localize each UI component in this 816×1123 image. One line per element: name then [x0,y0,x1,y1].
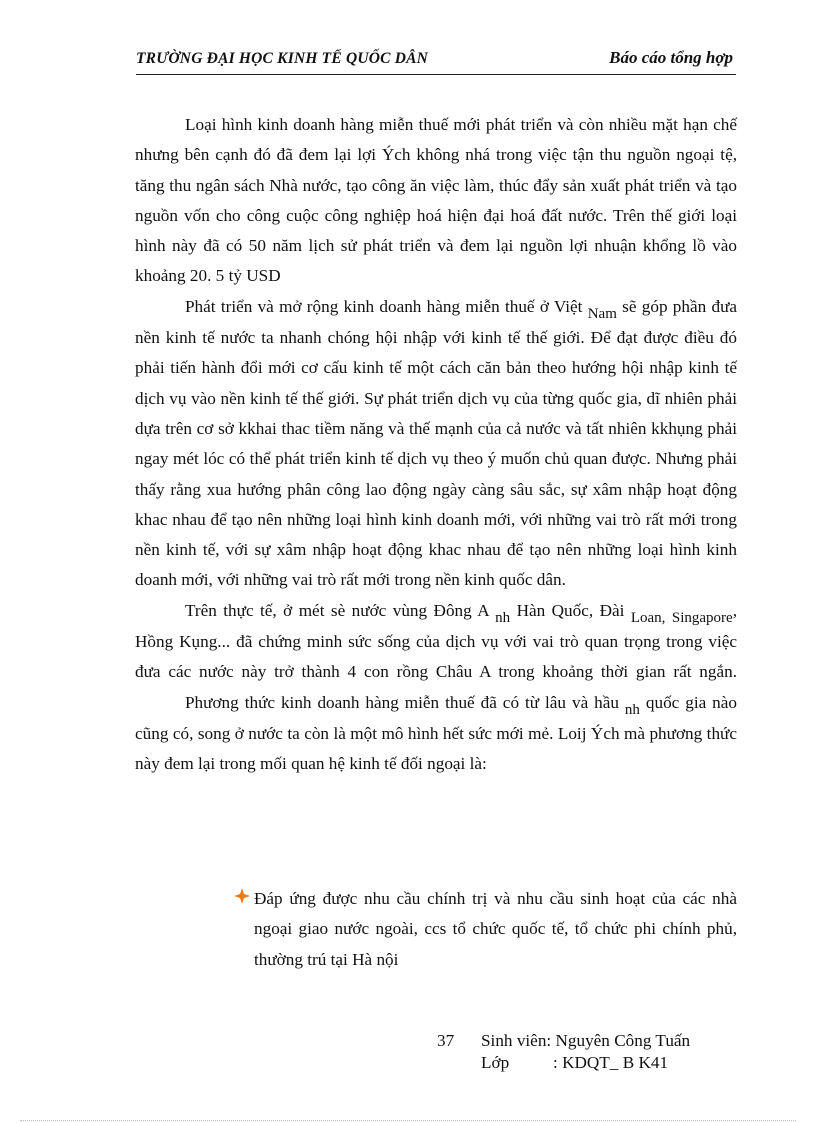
header-report-title: Báo cáo tổng hợp [609,48,733,67]
paragraph-3-text-c: , Hồng Kụng... đã chứng minh sức sống của dịch vụ với vai trò quan trọng trong việc đưa các nước này trở thành 4 con rồng Châu A trong khoảng thời gian rất ngắn. [135,600,737,682]
paragraph-2-text-a: Phát triển và mở rộng kinh doanh hàng miễn thuế ở Việt [185,296,583,316]
paragraph-3-text-a: Trên thực tế, ở mét sè nước vùng Đông A [185,600,489,620]
paragraph-3 [135,596,737,688]
student-name-line: Sinh viên: Nguyên Công Tuấn [481,1031,691,1050]
paragraph-3-text-b: Hàn Quốc, Đài [516,600,625,620]
class-label: Lớp [481,1053,510,1072]
four-point-star-icon [234,888,250,904]
page-number: 37 [437,1031,455,1050]
paragraph-3-subscript-2: Loan, [630,609,666,626]
paragraph-4-text-b: quốc gia nào cũng có, song ở nước ta còn là một mô hình hết sức mới mẻ. Loij Ých mà phương thức này đem lại trong mối quan hệ kinh tế đối ngoại là: [135,692,737,774]
bullet-text: Đáp ứng được nhu cầu chính trị và nhu cầu sinh hoạt của các nhà ngoại giao nước ngoài, ccs tổ chức quốc tế, tổ chức phi chính phủ, thường trú tại Hà nội [254,889,737,969]
paragraph-2-subscript: Nam [587,305,617,322]
paragraph-1: Loại hình kinh doanh hàng miễn thuế mới phát triển và còn nhiều mặt hạn chế nhưng bên cạnh đó đã đem lại lợi Ých không nhá trong việc tận thu nguồn ngoại tệ, tăng thu ngân sách Nhà nước, tạo công ăn việc làm, thúc đẩy sản xuất phát triển và tạo nguồn vốn cho công cuộc công nghiệp hoá hiện đại hoá đất nước. Trên thế giới loại hình này đã có 50 năm lịch sử phát triển và đem lại nguồn lợi nhuận khổng lồ vào khoảng 20. 5 tỷ USD [135,115,737,286]
paragraph-4-subscript: nh [624,701,640,718]
class-value: : KDQT_ B K41 [553,1053,669,1072]
paragraph-4-text-a: Phương thức kinh doanh hàng miễn thuế đã có từ lâu và hầu [185,692,619,712]
paragraph-3-subscript-3: Singapore [671,609,733,626]
paragraph-3-subscript-1: nh [495,609,511,626]
paragraph-4 [135,688,737,780]
page-header [136,48,736,75]
header-school-name: TRƯỜNG ĐẠI HỌC KINH TẾ QUỐC DÂN [136,50,429,67]
bullet-item [232,884,737,984]
document-body [135,110,737,780]
paragraph-2-text-b: sẽ góp phần đưa nền kinh tế nước ta nhanh chóng hội nhập với kinh tế thế giới. Để đạt được điều đó phải tiến hành đổi mới cơ cấu kinh tế một cách căn bản theo hướng hội nhập kinh tế dịch vụ vào nền kinh tế thế giới. Sự phát triển dịch vụ của từng quốc gia, dĩ nhiên phải dựa trên cơ sở kkhai thac tiềm năng và thế mạnh của cả nước và tất nhiên kkhụng phải ngay mét lóc có thể phát triển kinh tế dịch vụ theo ý muốn chủ quan được. Nhưng phải thấy rằng xua hướng phân công lao động ngày càng sâu sắc, sự xâm nhập hoạt động khac nhau để tạo nên những loại hình kinh doanh mới, với những vai trò rất mới trong nền kinh tế, với sự xâm nhập hoạt động khac nhau để tạo nên những loại hình kinh doanh mới, với những vai trò rất mới trong nền kinh quốc dân. [135,296,738,590]
class-line [481,1052,668,1074]
paragraph-2 [135,292,737,596]
page-bottom-divider [20,1120,796,1121]
